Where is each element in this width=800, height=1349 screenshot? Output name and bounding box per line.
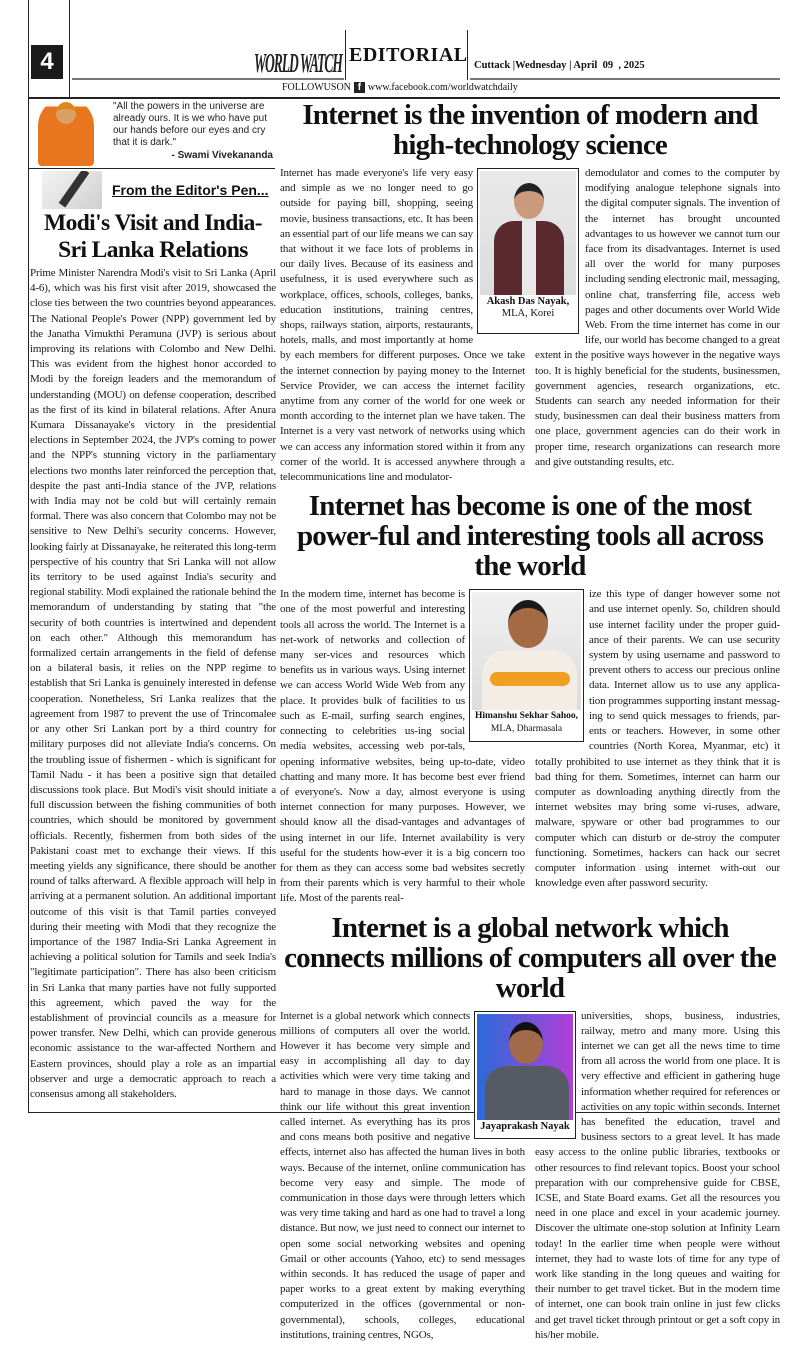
- quote-author: - Swami Vivekananda: [171, 150, 273, 161]
- article-1-headline: Internet is the invention of modern and high-technology science: [302, 99, 758, 161]
- article-3-author-photo: [474, 1011, 576, 1139]
- quote-text: "All the powers in the universe are already ours. It is we who have put our hands before our eyes and cry that it is dark.": [113, 101, 267, 148]
- editor-pen-header: [42, 171, 276, 209]
- editorial-column: [30, 171, 276, 1102]
- author-name: Himanshu Sekhar Sahoo,: [474, 711, 579, 722]
- follow-label: FOLLOWUSON: [282, 82, 351, 93]
- section-title: EDITORIAL: [349, 44, 468, 66]
- article-3-text-left: Internet is a global network which connects millions of computers all over the world. However it has become very simple and easy in accomplishing all day to day activities which were very time taking and hard to manage in those days. We cannot think our life without this great invention called internet. As everything has its pros and cons means both positive and negative effects, internet also has affected the human lives in both ways. Because of the internet, online communication has become very easy and simple. The mode of communication in those days were through letters which was very time taking and hard as one had to travel a long distance. But now, we just need to connect our internet to open some social networking websites and opening Gmail or other accounts (Yahoo, etc) to send messages within seconds. It has reduced the usage of paper and paper works to a great extent by making everything computerized in the offices (governmental or non-governmental), schools, colleges, educational institutions, training centres, NGOs,: [280, 1009, 525, 1341]
- author-name: Akash Das Nayak,: [486, 296, 570, 307]
- masthead-divider: [345, 30, 346, 80]
- page-number: 4: [31, 45, 63, 79]
- article-2-text-left: In the modern time, internet has become is one of the most powerful and interesting tools all across the world. The Internet is a net-work of networks and collection of many ser-vices and resources which benefits us in various ways. Using internet we can access World Wide Web from any place. It provides bulk of facilities to us such as E-mail, surfing search engines, connecting to celebrities us-ing social media websites, accessing web por-tals, opening informative websites, being up-to-date, video chatting and many more. It has become best ever friend of everyone's. Now a day, almost everyone is using internet connection for many purposes. However, we should know all the disad-vantages and advantages of using internet in our life. Internet availability is very useful for the students how-ever it is a big concern too for them as they can access some bad websites secretly from their parents which is very harmful to their whole life. Most of the parents real-: [280, 588, 525, 905]
- article-1: [280, 100, 780, 485]
- facebook-link[interactable]: www.facebook.com/worldwatchdaily: [367, 82, 518, 93]
- article-2: [280, 491, 780, 906]
- himanshu-sekhar-sahoo-photo: [472, 592, 581, 710]
- article-2-author-photo: [469, 589, 584, 742]
- quote-rule: [28, 168, 275, 169]
- swami-vivekananda-portrait: [38, 100, 94, 166]
- article-3-headline: Internet is a global network which connects millions of computers all over the world: [284, 911, 776, 1004]
- akash-das-nayak-photo: [480, 171, 576, 295]
- masthead-rule: [470, 78, 780, 80]
- article-1-text-left: Internet has made everyone's life very easy and simple as we no longer need to go outside for paying bill, shopping, seeing movie, business transactions, etc. It has been an essential part of our life means we can say that without it we face lots of problems in our daily lives. Because of its easiness and usefulness, it is used everywhere such as workplace, offices, schools, colleges, banks, education institutions, training centres, shops, railways station, airports, restaurants, hotels, malls, and most importantly at home by each members for different purposes. Once we take the internet connection by paying money to the Internet Service Provider, we can access the internet facility anytime from any corner of the world for one week or month according to the internet plan we have taken. The Internet is a very vast network of networks using which we can access any information stored within it from any corner of the world. It is accessed anywhere through a telecommunications line and modulator-: [280, 167, 525, 484]
- editorial-body: Prime Minister Narendra Modi's visit to Sri Lanka (April 4-6), which was his first visit after 2019, showcased the close ties between the two countries beyond appearances. The National People's Power (NPP) government led by the Janatha Vimukthi Peramuna (JVP) is serious about improving its relations with Colombo and New Delhi. This was evident from the highest honor accorded to Modi by the foreign leaders and the memorandum of understanding (MOU) on defense cooperation, described as the first of its kind in bilateral relations. After Anura Kumara Dissanayake's victory in the presidential elections in September 2024, the JVP's coming to power and the NPP's stunning victory in the parliamentary elections two months later reinforced the perception that, despite the past anti-India stance of the JVP, relations with India may not be cold but will certainly remain formal. There was also concern that Colombo may not be sensitive to New Delhi's security concerns. However, looking fairly at Dissanayake, he reiterated this long-term perspective of his country that Sri Lanka will not allow its territory to be used against India's security and regional stability. Modi explained the rationale behind the memorandum of understanding by stating that "the security of both countries is intertwined and dependent on each other." Although this memorandum has formalized certain arrangements in the field of defense on a bilateral basis, it relies on the NPP regime to establish that Sri Lanka is genuinely interested in defense cooperation. Nonetheless, Sri Lanka realizes that the agreement from 1987 to prevent the use of Trincomalee or any other Sri Lankan port by a third country for military purposes did not alleviate India's concerns. On the troubling issue of fishermen - which is significant for Tamil Nadu - it has been a positive sign that detailed discussions took place. But Modi's visit should initiate a full discussion between the fishing communities of both countries, which should be monitored by government officials. Recently, fishermen from both sides of the Pakistani coast met to exchange their views. If this meeting yields any significance, there should be another round of talks afterward. A flexible approach will help in arriving at a permanent solution. An additional important outcome of this visit is that Tamil parties conveyed during their meeting with Modi that they recognize the importance of the 1987 India-Sri Lanka Agreement in achieving a political solution for Tamils and seek India's "legitimate participation". There has also been criticism in Sri Lanka that many parties have not fully supported this agreement, which paved the way for the establishment of provincial councils as a measure for power transfer. New Delhi, which can provide generous economic assistance to the war-affected Northern and Eastern provinces, should play a role as an impartial observer and urge a democratic approach to reach a consensus among all stakeholders.: [30, 267, 276, 1100]
- editorial-title: Modi's Visit and India-Sri Lanka Relations: [43, 210, 262, 263]
- follow-us-bar: [282, 82, 518, 93]
- article-1-text-right: demodulator and comes to the computer by modifying analogue telephone signals into the digital computer signals. The invention of the internet has brought uncounted advantages to us however we cannot turn our face from its disadvantages. Internet is used all over the world for many purposes including sending electronic mail, messaging, online chat, transferring file, access web pages and other documents over World Wide Web. From the time internet has come in our life, our world has become changed to a great extent in the positive ways however in the negative ways too. It is highly beneficial for the students, businessmen, government agencies, research organizations, etc. Students can search any needed information for their study, businessmen can deal their business matters from one place, government agencies can do their work in proper time, research organizations can research more and give outstanding results, etc.: [535, 167, 780, 468]
- article-2-text-right: ize this type of danger however some not and use internet openly. So, children should use internet facility under the proper guid-ance of their parents. We can use security system by using username and password to prevent others to access our precious online data. Internet allow us to use any applica-tion programmes supporting instant messag-ing to send quick messages to friends, par-ents or teachers. However, in some other countries (North Korea, Myanmar, etc) it totally prohibited to use internet as they think that it is bad thing for them. Sometimes, internet can harm our computer as downloading anything directly from the internet websites may bring some vi-ruses, adware, malware, spyware or other bad programmes to our computer which can disturb or de-stroy the computer functioning. Sometimes, hackers can hack our secret computer information using internet with-out our knowledge even after password security.: [535, 588, 780, 890]
- article-2-headline: Internet has become is one of the most power-ful and interesting tools all across the world: [296, 490, 764, 583]
- quote-block: [113, 101, 273, 162]
- article-3-text-right: universities, shops, business, industries, railway, metro and many more. Using this internet we can get all the news time to time from all across the world from one place. It is very effective and efficient in gathering huge information whether required for references or activities on any topic within seconds. Internet has benefited the education, travel and business sectors to a great level. It has made easy access to the online public libraries, textbooks or other resources to find relevant topics. Boost your school preparation with our comprehensive guide for CBSE, ICSE, and State Board exams. Get all the resources you need in one place and excel in your academic journey. Discover the ultimate one-stop solution at Infinity Learn today! In the earlier time when people were without internet, they had to waste lots of time for any type of work like standing in the long queues and waiting for their number to get travel ticket. But in the modern time of internet, one can book train online in just few clicks and get travel ticket through printout or get a soft copy in his/her mobile.: [535, 1009, 780, 1341]
- jayaprakash-nayak-photo: [477, 1014, 573, 1120]
- main-articles: [280, 100, 780, 1349]
- article-3: [280, 913, 780, 1343]
- world-watch-logo: WORLD WATCH: [254, 48, 342, 78]
- facebook-icon: f: [354, 82, 365, 93]
- author-title: MLA, Dharmasala: [490, 724, 563, 735]
- fountain-pen-icon: [42, 171, 102, 209]
- page-border-left: [28, 0, 29, 1112]
- author-title: MLA, Korei: [501, 308, 555, 319]
- dateline: Cuttack |Wednesday | April 09 , 2025: [474, 60, 645, 71]
- page-number-divider: [69, 0, 70, 98]
- article-1-author-photo: [477, 168, 579, 334]
- author-name: Jayaprakash Nayak: [480, 1120, 570, 1132]
- editor-pen-kicker: From the Editor's Pen...: [112, 182, 269, 198]
